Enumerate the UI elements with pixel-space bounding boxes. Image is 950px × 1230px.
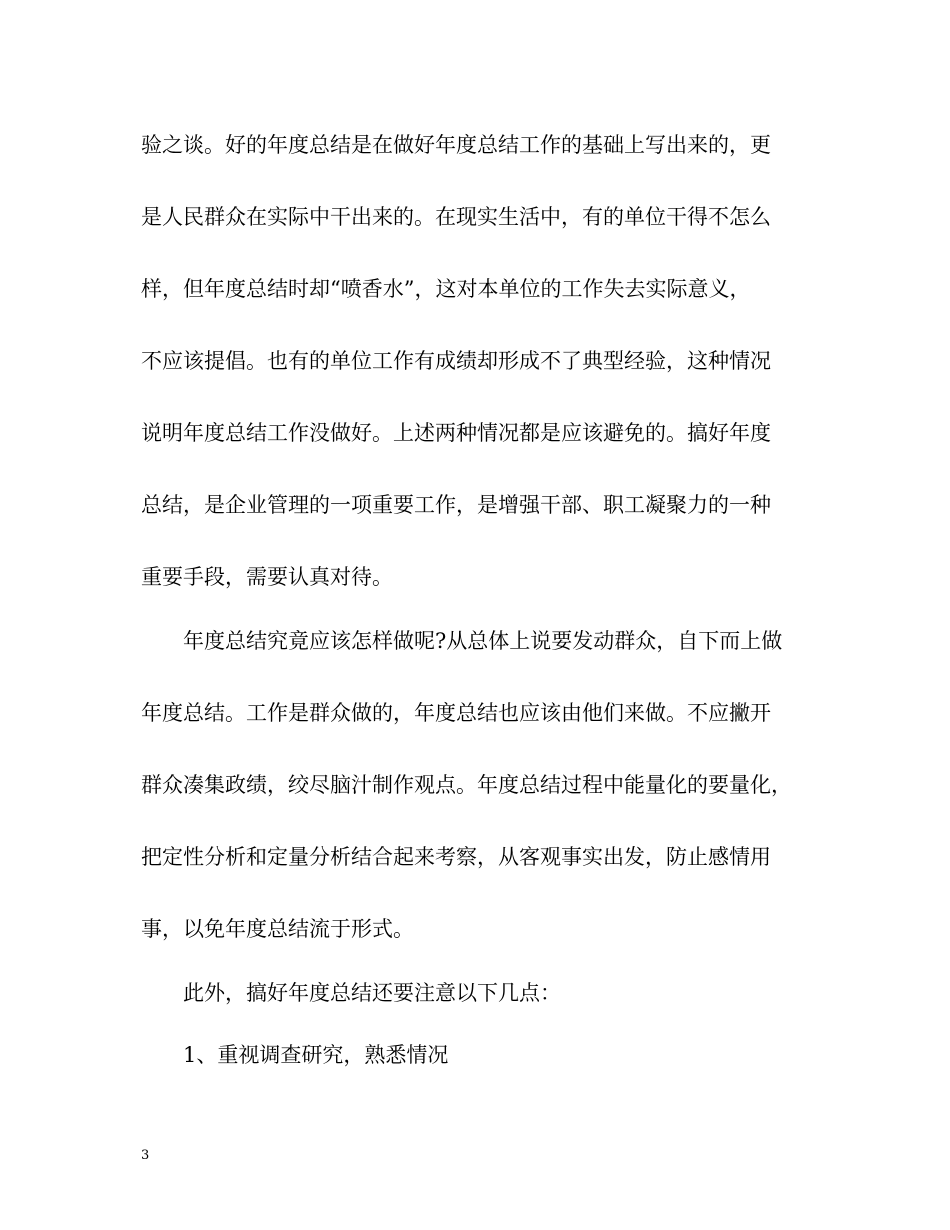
text-line: 此外，搞好年度总结还要注意以下几点： xyxy=(183,981,561,1005)
text-line: 年度总结。工作是群众做的，年度总结也应该由他们来做。不应撇开 xyxy=(141,701,771,725)
text-line: 说明年度总结工作没做好。上述两种情况都是应该避免的。搞好年度 xyxy=(141,421,771,445)
text-line: 群众凑集政绩，绞尽脑汁制作观点。年度总结过程中能量化的要量化， xyxy=(141,773,792,797)
text-line: 把定性分析和定量分析结合起来考察，从客观事实出发，防止感情用 xyxy=(141,845,771,869)
text-line: 是人民群众在实际中干出来的。在现实生活中，有的单位干得不怎么 xyxy=(141,205,771,229)
text-line: 1、重视调查研究，熟悉情况 xyxy=(183,1043,449,1067)
text-line: 事，以免年度总结流于形式。 xyxy=(141,917,414,941)
text-line: 样，但年度总结时却“喷香水”，这对本单位的工作失去实际意义， xyxy=(141,277,751,301)
text-line: 总结，是企业管理的一项重要工作，是增强干部、职工凝聚力的一种 xyxy=(141,493,771,517)
text-line: 年度总结究竟应该怎样做呢?从总体上说要发动群众，自下而上做 xyxy=(183,629,783,653)
page-number: 3 xyxy=(141,1148,150,1163)
text-line: 验之谈。好的年度总结是在做好年度总结工作的基础上写出来的，更 xyxy=(141,133,771,157)
text-line: 不应该提倡。也有的单位工作有成绩却形成不了典型经验，这种情况 xyxy=(141,349,771,373)
text-line: 重要手段，需要认真对待。 xyxy=(141,565,393,589)
